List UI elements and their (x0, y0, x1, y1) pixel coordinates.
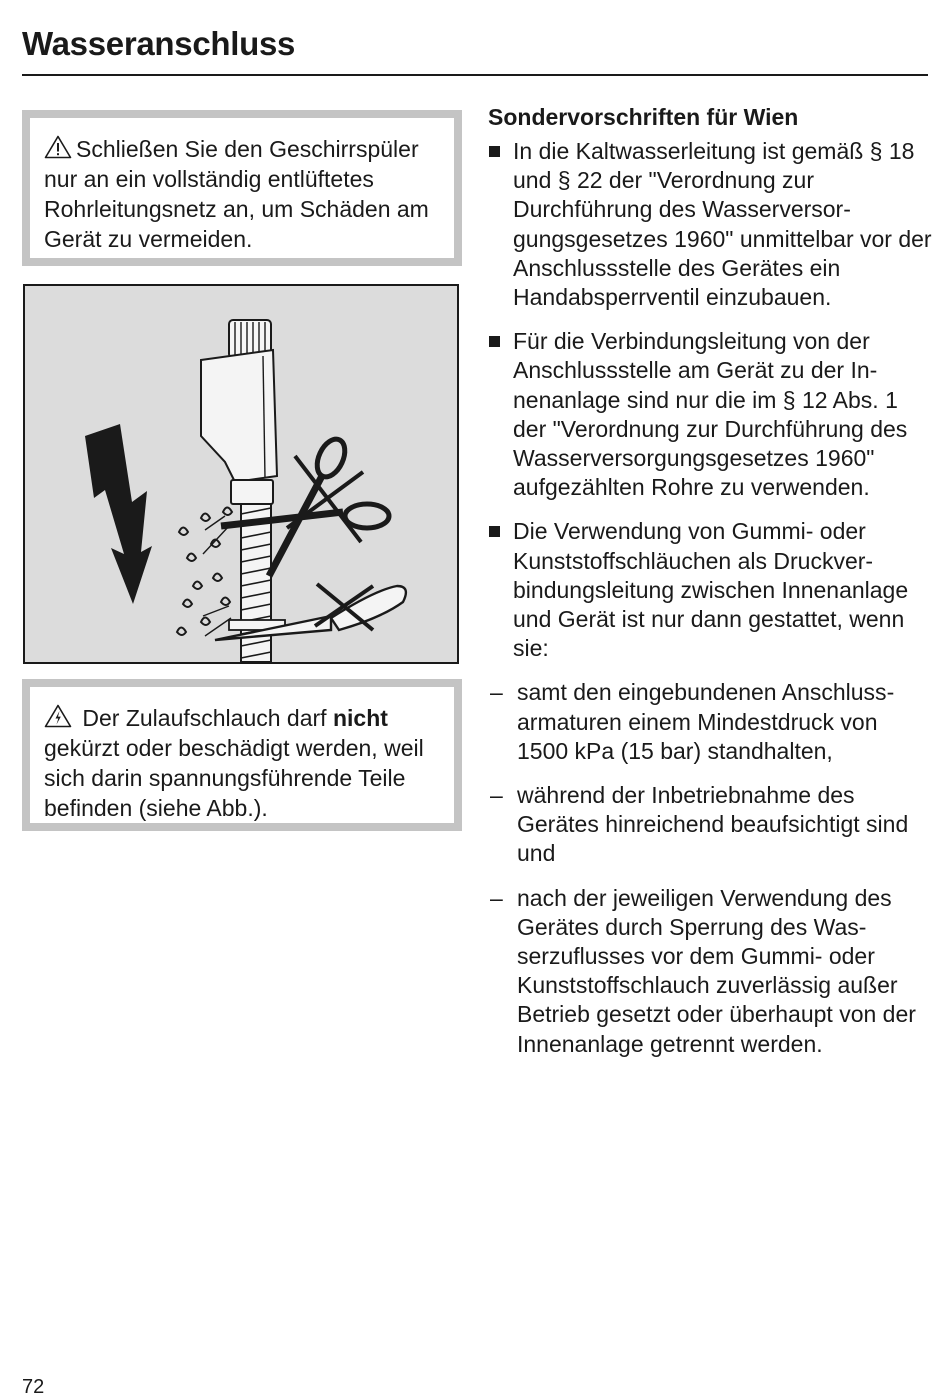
bullet-text: Für die Verbindungsleitung von der Anschlussstelle am Gerät zu der Innenanlage sind nur die im § 12 Abs. 1 der "Verordnung zur Durchführung des Wasserversorgungsgesetzes 1960" aufgezählten Rohre zu verwenden. (513, 328, 908, 501)
warning-text-before: Der Zulaufschlauch darf (82, 705, 333, 731)
vienna-regulations (488, 101, 933, 1074)
warning-text (44, 134, 440, 254)
title-rule (22, 74, 928, 76)
warning-text (44, 703, 440, 823)
dash-marker: – (490, 679, 503, 706)
condition-text: samt den eingebundenen Anschlussarmaturen einem Mindestdruck von 1500 kPa (15 bar) standhalten, (517, 679, 895, 764)
warning-box-vented-pipes (22, 110, 462, 266)
bullet-list (488, 137, 933, 663)
warning-triangle-icon (44, 135, 72, 159)
bullet-item (488, 517, 933, 663)
condition-item (488, 781, 933, 869)
condition-text: nach der jeweiligen Verwendung des Gerätes durch Sperrung des Wasserzuflusses vor dem Gummi- oder Kunststoffschlauch zuverlässig außer Betrieb gesetzt oder überhaupt von der Innenanlage getrennt werden. (517, 884, 916, 1057)
square-bullet-icon (489, 526, 500, 537)
square-bullet-icon (489, 336, 500, 347)
bullet-text: Die Verwendung von Gummi- oder Kunststoffschläuchen als Druckverbindungsleitung zwischen Innenanlage und Gerät ist nur dann gestattet, wenn sie: (513, 518, 909, 662)
warning-text-emphasis: nicht (332, 705, 388, 731)
condition-list (488, 678, 933, 1058)
dash-marker: – (490, 884, 503, 911)
bullet-item (488, 327, 933, 502)
condition-text: während der Inbetriebnahme des Gerätes hinreichend beaufsichtigt sind und (517, 782, 909, 867)
square-bullet-icon (489, 146, 500, 157)
hose-illustration (23, 284, 459, 664)
warning-text-body: Schließen Sie den Geschirrspüler nur an ein vollständig entlüftetes Rohrleitungsnetz an, um Schäden am Gerät zu vermeiden. (44, 136, 429, 252)
electric-warning-triangle-icon (44, 704, 72, 728)
condition-item (488, 678, 933, 766)
condition-item (488, 884, 933, 1059)
page-number: 72 (22, 1376, 45, 1398)
page-title: Wasseranschluss (22, 25, 296, 62)
hose-valve-icon (201, 320, 285, 662)
bullet-text: In die Kaltwasserleitung ist gemäß § 18 und § 22 der "Verordnung zur Durchführung des Wasserversorgungsgesetzes 1960" unmittelbar vor der Anschlussstelle des Gerätes ein Handabsperrventil einzubauen. (513, 138, 932, 311)
warning-box-hose (22, 679, 462, 831)
warning-text-after: gekürzt oder beschädigt werden, weil sich darin spannungsführende Teile befinden (siehe Abb.). (44, 735, 424, 821)
section-heading: Sondervorschriften für Wien (488, 104, 799, 130)
lightning-bolt-icon (85, 424, 152, 604)
dash-marker: – (490, 782, 503, 809)
bullet-item (488, 137, 933, 312)
